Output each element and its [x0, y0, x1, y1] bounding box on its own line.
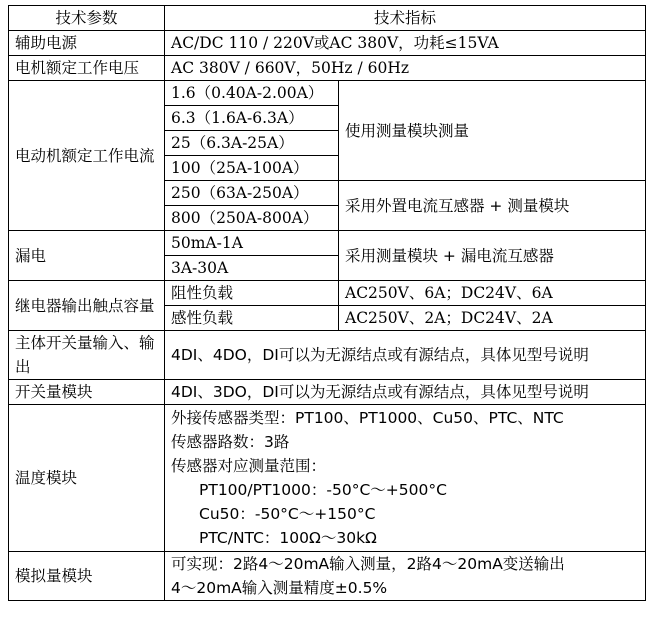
motor-current-range: 1.6（0.40A-2.00A） — [165, 81, 339, 106]
aux-power-value: AC/DC 110 / 220V或AC 380V，功耗≤15VA — [165, 31, 646, 56]
temperature-range-cu: Cu50：-50°C～+150°C — [199, 505, 376, 523]
motor-voltage-label: 电机额定工作电压 — [9, 56, 165, 81]
header-indicator: 技术指标 — [165, 6, 646, 31]
analog-value — [165, 552, 646, 601]
leakage-range: 3A-30A — [165, 256, 339, 281]
switch-module-value: 4DI、3DO，DI可以为无源结点或有源结点，具体见型号说明 — [165, 380, 646, 405]
motor-voltage-value: AC 380V / 660V，50Hz / 60Hz — [165, 56, 646, 81]
relay-resistive-label: 阻性负载 — [165, 281, 339, 306]
motor-current-note-a: 使用测量模块测量 — [339, 81, 646, 181]
row-switch-module — [9, 380, 646, 405]
leakage-label: 漏电 — [9, 231, 165, 281]
row-analog — [9, 552, 646, 601]
motor-current-label: 电动机额定工作电流 — [9, 81, 165, 231]
temperature-label: 温度模块 — [9, 405, 165, 552]
leakage-note: 采用测量模块 + 漏电流互感器 — [339, 231, 646, 281]
spec-table — [8, 5, 646, 601]
analog-accuracy: 4～20mA输入测量精度±0.5% — [171, 579, 388, 597]
temperature-sensor-types: 外接传感器类型：PT100、PT1000、Cu50、PTC、NTC — [171, 409, 564, 427]
motor-current-range: 250（63A-250A） — [165, 181, 339, 206]
row-relay-1 — [9, 281, 646, 306]
motor-current-range: 800（250A-800A） — [165, 206, 339, 231]
row-motor-voltage — [9, 56, 646, 81]
relay-label: 继电器输出触点容量 — [9, 281, 165, 331]
relay-inductive-value: AC250V、2A；DC24V、2A — [339, 306, 646, 331]
motor-current-range: 100（25A-100A） — [165, 156, 339, 181]
temperature-range-heading: 传感器对应测量范围： — [171, 457, 327, 475]
temperature-range-ptc: PTC/NTC：100Ω～30kΩ — [199, 529, 377, 547]
row-main-switch — [9, 331, 646, 380]
header-param: 技术参数 — [9, 6, 165, 31]
leakage-range: 50mA-1A — [165, 231, 339, 256]
main-switch-label: 主体开关量输入、输出 — [9, 331, 165, 380]
motor-current-note-b: 采用外置电流互感器 + 测量模块 — [339, 181, 646, 231]
header-row — [9, 6, 646, 31]
row-motor-current-1 — [9, 81, 646, 106]
temperature-value — [165, 405, 646, 552]
analog-capability: 可实现：2路4～20mA输入测量，2路4～20mA变送输出 — [171, 555, 565, 573]
main-switch-value: 4DI、4DO，DI可以为无源结点或有源结点，具体见型号说明 — [165, 331, 646, 380]
analog-label: 模拟量模块 — [9, 552, 165, 601]
row-aux-power — [9, 31, 646, 56]
relay-resistive-value: AC250V、6A；DC24V、6A — [339, 281, 646, 306]
relay-inductive-label: 感性负载 — [165, 306, 339, 331]
switch-module-label: 开关量模块 — [9, 380, 165, 405]
motor-current-range: 25（6.3A-25A） — [165, 131, 339, 156]
row-temperature — [9, 405, 646, 552]
aux-power-label: 辅助电源 — [9, 31, 165, 56]
temperature-range-pt: PT100/PT1000：-50°C～+500°C — [199, 481, 447, 499]
temperature-sensor-count: 传感器路数：3路 — [171, 433, 290, 451]
row-leakage-1 — [9, 231, 646, 256]
motor-current-range: 6.3（1.6A-6.3A） — [165, 106, 339, 131]
